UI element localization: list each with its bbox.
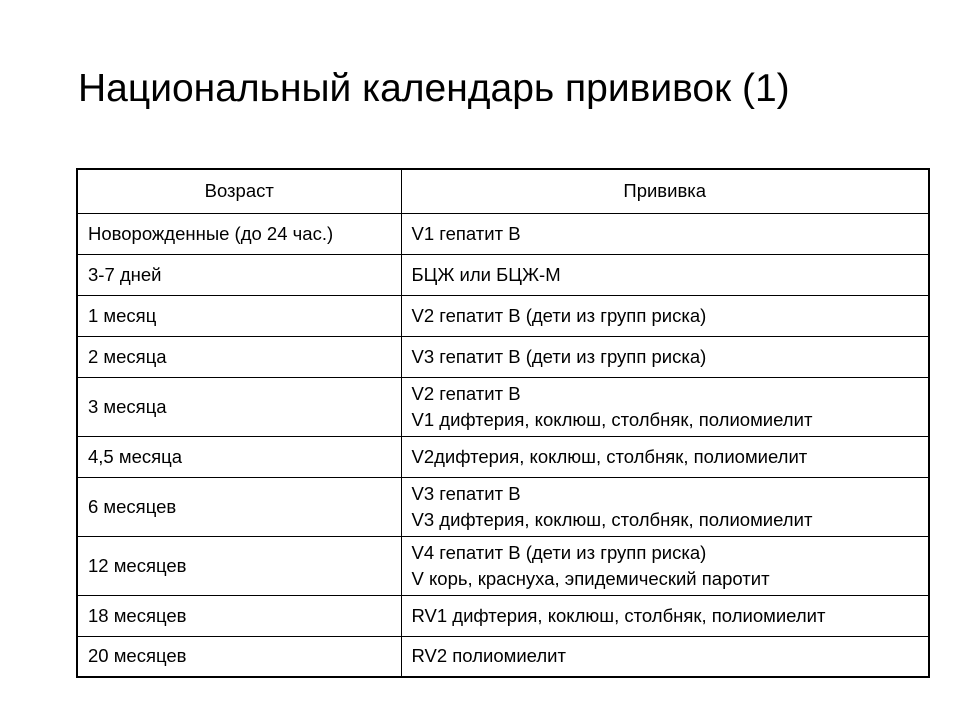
vaccine-cell [401,436,929,477]
header-vaccine: Прививка [401,169,929,213]
age-cell: 2 месяца [77,336,401,377]
slide-title: Национальный календарь прививок (1) [78,67,790,110]
vaccine-cell [401,213,929,254]
vaccine-line: V1 дифтерия, коклюш, столбняк, полиомиелит [411,408,813,430]
vaccination-table [76,168,930,678]
age-cell: 20 месяцев [77,636,401,677]
vaccine-cell [401,595,929,636]
vaccine-line: V3 гепатит В [411,482,521,504]
vaccine-line: БЦЖ или БЦЖ-М [411,263,561,285]
age-cell: Новорожденные (до 24 час.) [77,213,401,254]
table-row [77,377,929,436]
vaccine-line: V3 дифтерия, коклюш, столбняк, полиомиелит [411,508,813,530]
vaccine-line: RV1 дифтерия, коклюш, столбняк, полиомиелит [411,604,826,626]
table-row [77,336,929,377]
table-row [77,295,929,336]
vaccine-line: V2 гепатит В (дети из групп риска) [411,304,707,326]
table-row [77,213,929,254]
age-cell: 3-7 дней [77,254,401,295]
vaccine-cell [401,536,929,595]
table-row [77,536,929,595]
vaccine-cell [401,477,929,536]
header-age: Возраст [77,169,401,213]
age-cell: 6 месяцев [77,477,401,536]
table-row [77,636,929,677]
vaccine-line: V корь, краснуха, эпидемический паротит [411,567,770,589]
vaccine-cell [401,295,929,336]
vaccine-line: V2 гепатит В [411,382,521,404]
vaccine-cell [401,336,929,377]
age-cell: 12 месяцев [77,536,401,595]
vaccine-line: V4 гепатит В (дети из групп риска) [411,541,707,563]
vaccine-cell [401,254,929,295]
vaccine-cell [401,377,929,436]
vaccine-cell [401,636,929,677]
vaccine-line: V3 гепатит В (дети из групп риска) [411,345,707,367]
age-cell: 1 месяц [77,295,401,336]
table-row [77,436,929,477]
age-cell: 3 месяца [77,377,401,436]
age-cell: 18 месяцев [77,595,401,636]
vaccine-line: V2дифтерия, коклюш, столбняк, полиомиелит [411,445,808,467]
table-row [77,477,929,536]
age-cell: 4,5 месяца [77,436,401,477]
vaccine-line: RV2 полиомиелит [411,645,566,667]
vaccine-line: V1 гепатит В [411,222,521,244]
table-row [77,595,929,636]
table-row [77,254,929,295]
table-header-row [77,169,929,213]
